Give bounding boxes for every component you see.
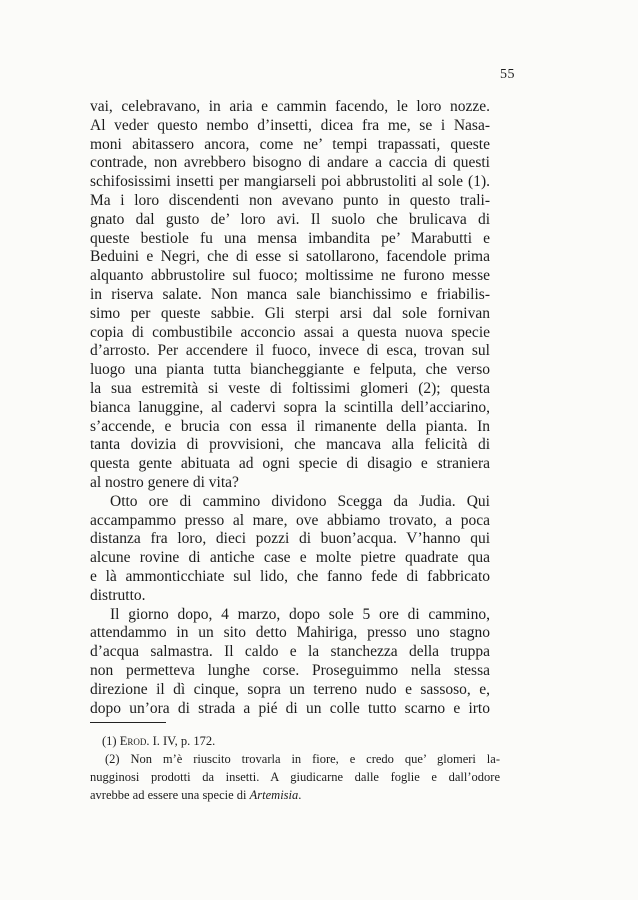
text-line: Otto ore di cammino dividono Scegga da Judia. Qui xyxy=(110,492,490,510)
footnote-2-line: (2) Non m’è riuscito trovarla in fiore, e credo que’ glomeri la- xyxy=(105,752,500,766)
text-line: copia di combustibile acconcio assai a questa nuova specie xyxy=(90,323,490,341)
footnote-1-marker: (1) xyxy=(102,734,117,748)
footnote-1 xyxy=(102,733,512,749)
text-line: gnato dal gusto de’ loro avi. Il suolo che brulicava di xyxy=(90,210,490,228)
text-line: distrutto. xyxy=(90,586,146,604)
footnote-2-line: nugginosi prodotti da insetti. A giudicarne dalle foglie e dall’odore xyxy=(90,770,500,784)
text-line: d’arrosto. Per accendere il fuoco, invece di esca, trovan sul xyxy=(90,342,490,360)
footnote-rule xyxy=(90,722,166,723)
text-line: tanta dovizia di provvisioni, che mancava alla felicità di xyxy=(90,436,490,454)
text-line: schifosissimi insetti per mangiarseli poi abbrustoliti al sole (1). xyxy=(90,173,490,191)
text-line: Beduini e Negri, che di esse si satollarono, facendole prima xyxy=(90,248,490,266)
text-line: vai, celebravano, in aria e cammin facendo, le loro nozze. xyxy=(90,98,490,115)
text-line: contrade, non avrebbero bisogno di andare a caccia di questi xyxy=(90,154,490,172)
text-line: questa gente abituata ad ogni specie di disagio e straniera xyxy=(90,455,490,473)
text-line: moni abitassero ancora, come ne’ tempi trapassati, queste xyxy=(90,135,490,153)
text-line: alcune rovine di antiche case e molte pietre quadrate qua xyxy=(90,549,490,567)
text-line: distanza fra loro, dieci pozzi di buon’acqua. V’hanno qui xyxy=(90,530,490,548)
text-line: dopo un’ora di strada a pié di un colle tutto scarno e irto xyxy=(90,699,490,717)
text-line: e là ammonticchiate sul lido, che fanno fede di fabbricato xyxy=(90,568,490,585)
text-line: in riserva salate. Non manca sale bianchissimo e friabilis- xyxy=(90,286,490,303)
text-line: luogo una pianta tutta biancheggiante e felputa, che verso xyxy=(90,361,490,379)
text-line: queste bestiole fu una mensa imbandita pe’ Marabutti e xyxy=(90,229,490,247)
text-line: s’accende, e brucia con essa il rimanente della pianta. In xyxy=(90,417,490,435)
footnote-2-line xyxy=(90,787,500,803)
text-line: Ma i loro discendenti non avevano punto in questo trali- xyxy=(90,192,490,209)
text-line: non permetteva lunghe corse. Proseguimmo nella stessa xyxy=(90,662,490,679)
text-line: alquanto abbrustolire sul fuoco; moltissime ne furono messe xyxy=(90,267,490,285)
text-line: attendammo in un sito detto Mahiriga, presso uno stagno xyxy=(90,624,490,642)
text-line: al nostro genere di vita? xyxy=(90,474,239,491)
footnote-1-reference: I. IV, p. 172. xyxy=(152,734,216,748)
text-line: Al veder questo nembo d’insetti, dicea fra me, se i Nasa- xyxy=(90,116,490,134)
footnote-1-author: Erod. xyxy=(119,734,150,748)
text-line: accampammo presso al mare, ove abbiamo trovato, a poca xyxy=(90,511,490,529)
text-line: bianca lanuggine, al cadervi sopra la scintilla dell’acciarino, xyxy=(90,398,490,416)
footnote-2-species: Artemisia xyxy=(249,788,299,802)
page-number: 55 xyxy=(500,67,515,82)
text-line: direzione il dì cinque, sopra un terreno nudo e sassoso, e, xyxy=(90,680,490,698)
footnote-2-text: avrebbe ad essere una specie di xyxy=(90,788,247,802)
text-line: simo per queste sabbie. Gli sterpi arsi dal sole fornivan xyxy=(90,304,490,322)
text-line: Il giorno dopo, 4 marzo, dopo sole 5 ore di cammino, xyxy=(110,605,490,623)
text-line: la sua estremità si veste di foltissimi glomeri (2); questa xyxy=(90,380,490,397)
text-line: d’acqua salmastra. Il caldo e la stanchezza della truppa xyxy=(90,643,490,661)
footnote-2-period: . xyxy=(298,788,302,802)
